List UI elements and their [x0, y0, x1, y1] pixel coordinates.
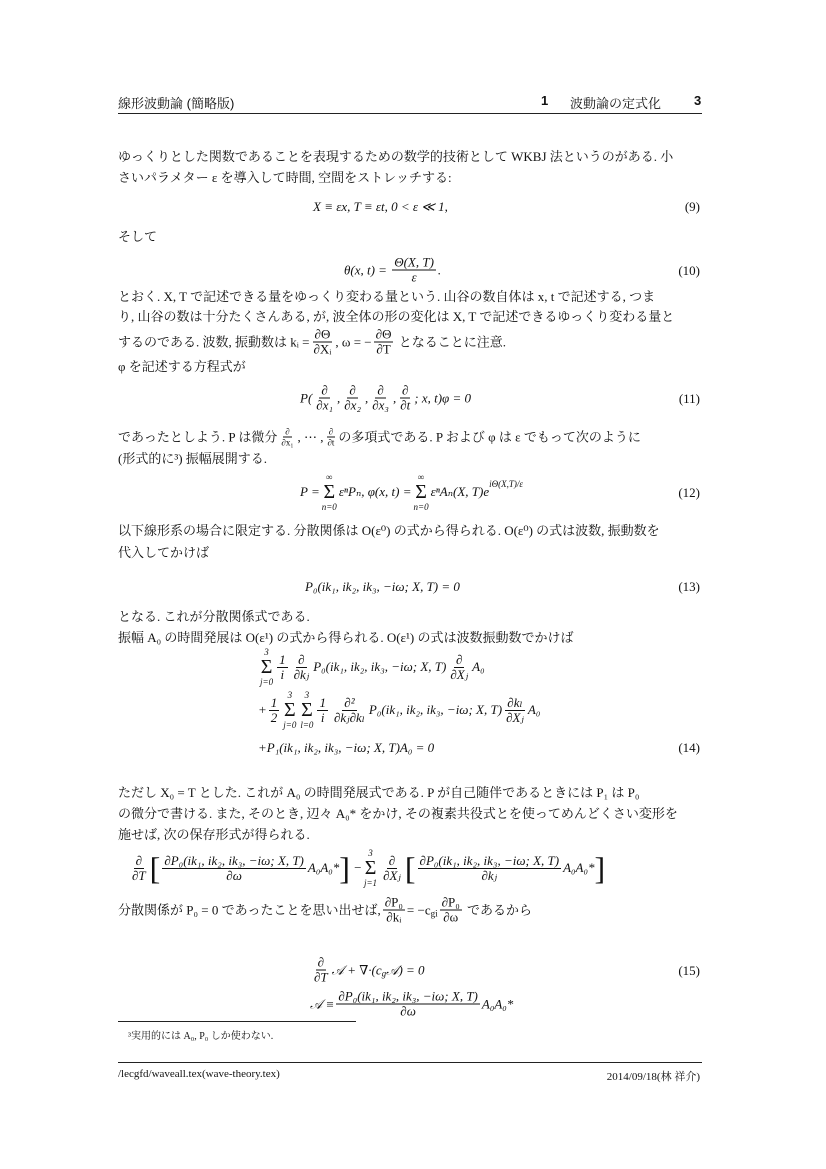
paragraph-line: であったとしよう. P は微分 $\frac{\partial}{\text{∂x₁}}$ , ⋯ , $\frac{\partial}{\partial t}$ の多項式である. P および φ は ε でもって次のように — [118, 426, 641, 448]
equation-number: (13) — [678, 579, 700, 594]
equation-15-line-1: $\frac{\partial}{\partial T}$ 𝒜 + ∇·(c $_g$ 𝒜) = 0 — [314, 954, 425, 985]
paragraph-line: ゆっくりとした関数であることを表現するための数学的技術として WKBJ 法というのがある. 小 — [118, 149, 674, 164]
footnote: ³実用的には A₀, P₀ しか使わない. — [128, 1031, 274, 1042]
paragraph-line: の微分で書ける. また, そのとき, 辺々 A₀* をかけ, その複素共役式とを使ってめんどくさい変形を — [118, 806, 678, 821]
paragraph-line: り, 山谷の数は十分たくさんある, が, 波全体の形の変化は X, T で記述できるゆっくり変わる量と — [118, 309, 675, 324]
equation-number: (14) — [678, 740, 700, 755]
paragraph-line: とおく. X, T で記述できる量をゆっくり変わる量という. 山谷の数自体は x, t で記述する, つま — [118, 289, 656, 304]
header-rule — [118, 113, 702, 114]
equation-number: (11) — [678, 391, 700, 406]
equation-13: P₀(ik₁, ik₂, ik₃, −iω; X, T) = 0 — [305, 579, 460, 594]
page-number: 3 — [694, 93, 702, 108]
footnote-rule — [118, 1021, 356, 1022]
paragraph-line: するのである. 波数, 振動数は kᵢ = $\frac{\partial\Theta}{\text{∂Xᵢ}}$ , ω = − $\frac{\partial\Theta}{\partial T}$ となることに注意. — [118, 326, 506, 357]
equation-14-line-2: + $\frac{1}{2}$ 3 Σ j=0 3 Σ l=0 $\frac{1}{i}$ $\frac{\text{∂²}}{\text{∂kⱼ∂kₗ}}$ P₀(ik₁, ik₂, ik₃, −iω; X, T) $\frac{\text{∂kₗ}}{\text{∂Xⱼ}}$ A₀ — [258, 690, 541, 730]
paragraph-line: 施せば, 次の保存形式が得られる. — [118, 827, 310, 842]
footer-file-path: /lecgfd/waveall.tex(wave-theory.tex) — [118, 1068, 280, 1080]
paragraph-line: 以下線形系の場合に限定する. 分散関係は O(ε⁰) の式から得られる. O(ε⁰) の式は波数, 振動数を — [118, 523, 660, 538]
paragraph-line: 分散関係が P₀ = 0 であったことを思い出せば, $\frac{\text{∂P₀}}{\text{∂kᵢ}}$ = −c $_{gi}$ $\frac{\text{∂P₀}}{\partial\omega}$ であるから — [118, 894, 533, 925]
equation-12: P = ∞ Σ n=0 εⁿPₙ, φ(x, t) = ∞ Σ n=0 εⁿAₙ(X, T)e $^{i\Theta(X,T)/\varepsilon}$ — [300, 472, 523, 512]
equation-number: (12) — [678, 485, 700, 500]
paragraph-line: ただし X₀ = T とした. これが A₀ の時間発展式である. P が自己随伴であるときには P₁ は P₀ — [118, 785, 640, 800]
equation-14-line-3: +P₁(ik₁, ik₂, ik₃, −iω; X, T)A₀ = 0 — [258, 740, 435, 755]
paragraph-line: 代入してかけば — [118, 545, 210, 560]
footer-date-author: 2014/09/18(林 祥介) — [606, 1071, 700, 1083]
equation-number: (15) — [678, 963, 700, 978]
section-title: 波動論の定式化 — [570, 96, 662, 111]
paragraph-line: (形式的に³) 振幅展開する. — [118, 451, 268, 466]
paragraph-line: そして — [118, 229, 158, 244]
section-number: 1 — [541, 93, 549, 108]
equation-15-line-2: 𝒜 ≡ $\frac{\text{∂P₀(ik₁, ik₂, ik₃, −iω; X, T)}}{\partial\omega}$ A₀A₀* — [310, 988, 514, 1019]
equation-11: P( $\frac{\partial}{\text{∂x₁}}$ , $\frac{\partial}{\text{∂x₂}}$ , $\frac{\partial}{\text{∂x₃}}$ , $\frac{\partial}{\partial t}$ ; x, t)φ = 0 — [300, 382, 471, 413]
equation-9: X ≡ εx, T ≡ εt, 0 < ε ≪ 1, — [313, 199, 448, 214]
equation-number: (10) — [678, 263, 700, 278]
equation-10: θ(x, t) = $\frac{\Theta(X, T)}{\varepsilon}$ . — [344, 254, 442, 285]
paragraph-line: さいパラメター ε を導入して時間, 空間をストレッチする: — [118, 170, 452, 185]
paragraph-line: 振幅 A₀ の時間発展は O(ε¹) の式から得られる. O(ε¹) の式は波数振動数でかけば — [118, 630, 574, 645]
conservation-equation: $\frac{\partial}{\partial T}$ [ $\frac{\text{∂P₀(ik₁, ik₂, ik₃, −iω; X, T)}}{\partial\omega}$ A₀A₀* ] − 3 Σ j=1 $\frac{\partial}{\text{∂Xⱼ}}$ [ $\frac{\text{∂P₀(ik₁, ik₂, ik₃, −iω; X, T)}}{\text{∂kⱼ}}$ A₀A₀* ] — [132, 848, 606, 888]
paragraph-line: となる. これが分散関係式である. — [118, 609, 310, 624]
equation-number: (9) — [684, 199, 700, 214]
paragraph-line: φ を記述する方程式が — [118, 359, 246, 374]
running-title: 線形波動論 (簡略版) — [118, 96, 235, 111]
equation-14-line-1: 3 Σ j=0 $\frac{1}{i}$ $\frac{\partial}{\text{∂kⱼ}}$ P₀(ik₁, ik₂, ik₃, −iω; X, T) $\frac{\partial}{\text{∂Xⱼ}}$ A₀ — [260, 647, 485, 687]
footer-rule — [118, 1062, 702, 1063]
